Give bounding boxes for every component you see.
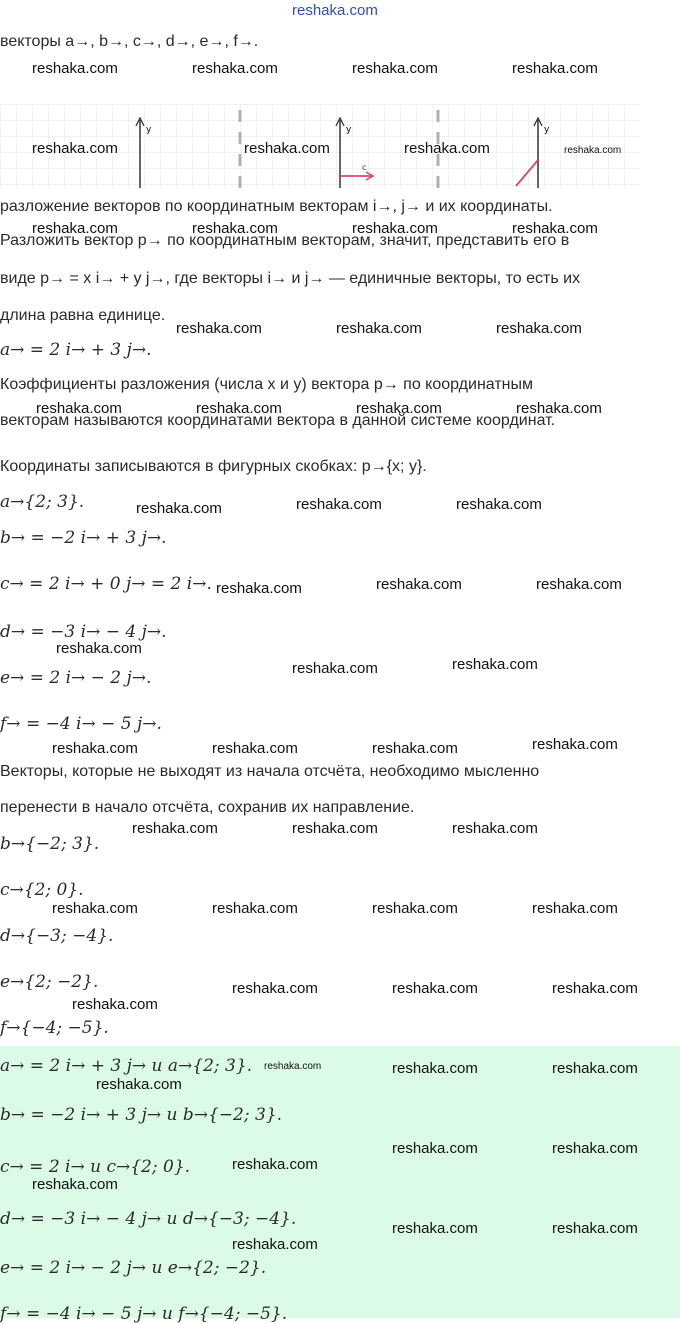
watermark: reshaka.com bbox=[372, 900, 458, 917]
watermark: reshaka.com bbox=[32, 140, 118, 157]
coord-b: b→{−2; 3}. bbox=[0, 834, 100, 854]
paragraph-line: Координаты записываются в фигурных скобках: p→{x; y}. bbox=[0, 458, 427, 475]
watermark: reshaka.com bbox=[72, 996, 158, 1013]
watermark: reshaka.com bbox=[32, 1176, 118, 1193]
watermark: reshaka.com bbox=[196, 400, 282, 417]
watermark: reshaka.com bbox=[392, 980, 478, 997]
watermark: reshaka.com bbox=[232, 1236, 318, 1253]
watermark: reshaka.com bbox=[552, 980, 638, 997]
coord-a: a→{2; 3}. bbox=[0, 492, 85, 512]
watermark: reshaka.com bbox=[232, 980, 318, 997]
watermark: reshaka.com bbox=[176, 320, 262, 337]
watermark: reshaka.com bbox=[552, 1220, 638, 1237]
answer-e: e→ = 2 i→ − 2 j→ и e→{2; −2}. bbox=[0, 1258, 267, 1278]
formula-c: c→ = 2 i→ + 0 j→ = 2 i→. bbox=[0, 574, 212, 594]
decomposition-heading: разложение векторов по координатным векторам i→, j→ и их координаты. bbox=[0, 198, 553, 215]
watermark: reshaka.com bbox=[212, 900, 298, 917]
paragraph-line: Векторы, которые не выходят из начала отсчёта, необходимо мысленно bbox=[0, 763, 540, 780]
watermark: reshaka.com bbox=[552, 1060, 638, 1077]
answer-a: a→ = 2 i→ + 3 j→ и a→{2; 3}. bbox=[0, 1056, 253, 1076]
formula-f: f→ = −4 i→ − 5 j→. bbox=[0, 714, 162, 734]
watermark: reshaka.com bbox=[192, 220, 278, 237]
watermark: reshaka.com bbox=[564, 145, 622, 156]
watermark: reshaka.com bbox=[264, 1061, 322, 1072]
watermark: reshaka.com bbox=[216, 580, 302, 597]
watermark: reshaka.com bbox=[536, 576, 622, 593]
y-axis-label: y bbox=[544, 125, 550, 135]
coord-c: c→{2; 0}. bbox=[0, 880, 84, 900]
watermark: reshaka.com bbox=[372, 740, 458, 757]
watermark: reshaka.com bbox=[516, 400, 602, 417]
watermark: reshaka.com bbox=[532, 900, 618, 917]
watermark: reshaka.com bbox=[356, 400, 442, 417]
site-header-link[interactable]: reshaka.com bbox=[292, 2, 378, 19]
coord-f: f→{−4; −5}. bbox=[0, 1018, 109, 1038]
watermark: reshaka.com bbox=[512, 60, 598, 77]
y-axis-label: y bbox=[346, 125, 352, 135]
watermark: reshaka.com bbox=[56, 640, 142, 657]
watermark: reshaka.com bbox=[392, 1060, 478, 1077]
watermark: reshaka.com bbox=[392, 1220, 478, 1237]
watermark: reshaka.com bbox=[452, 656, 538, 673]
watermark: reshaka.com bbox=[244, 140, 330, 157]
watermark: reshaka.com bbox=[32, 60, 118, 77]
paragraph-line: векторам называются координатами вектора в данной системе координат. bbox=[0, 412, 556, 429]
vector-c-label: c bbox=[362, 163, 367, 172]
watermark: reshaka.com bbox=[32, 220, 118, 237]
watermark: reshaka.com bbox=[452, 820, 538, 837]
formula-d: d→ = −3 i→ − 4 j→. bbox=[0, 622, 167, 642]
watermark: reshaka.com bbox=[292, 820, 378, 837]
watermark: reshaka.com bbox=[352, 220, 438, 237]
watermark: reshaka.com bbox=[52, 900, 138, 917]
formula-a: a→ = 2 i→ + 3 j→. bbox=[0, 340, 152, 360]
coord-d: d→{−3; −4}. bbox=[0, 926, 114, 946]
answer-f: f→ = −4 i→ − 5 j→ и f→{−4; −5}. bbox=[0, 1304, 288, 1324]
watermark: reshaka.com bbox=[552, 1140, 638, 1157]
paragraph-line: Разложить вектор p→ по координатным векторам, значит, представить его в bbox=[0, 232, 570, 249]
answer-d: d→ = −3 i→ − 4 j→ и d→{−3; −4}. bbox=[0, 1209, 297, 1229]
paragraph-line: длина равна единице. bbox=[0, 307, 166, 324]
watermark: reshaka.com bbox=[96, 1076, 182, 1093]
answer-c: c→ = 2 i→ и c→{2; 0}. bbox=[0, 1157, 191, 1177]
watermark: reshaka.com bbox=[376, 576, 462, 593]
vectors-intro: векторы a→, b→, c→, d→, e→, f→. bbox=[0, 33, 259, 50]
answer-b: b→ = −2 i→ + 3 j→ и b→{−2; 3}. bbox=[0, 1105, 283, 1125]
formula-e: e→ = 2 i→ − 2 j→. bbox=[0, 668, 152, 688]
watermark: reshaka.com bbox=[336, 320, 422, 337]
watermark: reshaka.com bbox=[232, 1156, 318, 1173]
watermark: reshaka.com bbox=[296, 496, 382, 513]
watermark: reshaka.com bbox=[352, 60, 438, 77]
coord-e: e→{2; −2}. bbox=[0, 972, 99, 992]
watermark: reshaka.com bbox=[404, 140, 490, 157]
watermark: reshaka.com bbox=[456, 496, 542, 513]
watermark: reshaka.com bbox=[36, 400, 122, 417]
watermark: reshaka.com bbox=[392, 1140, 478, 1157]
watermark: reshaka.com bbox=[52, 740, 138, 757]
watermark: reshaka.com bbox=[136, 500, 222, 517]
watermark: reshaka.com bbox=[512, 220, 598, 237]
watermark: reshaka.com bbox=[192, 60, 278, 77]
watermark: reshaka.com bbox=[292, 660, 378, 677]
watermark: reshaka.com bbox=[532, 736, 618, 753]
paragraph-line: перенести в начало отсчёта, сохранив их направление. bbox=[0, 799, 415, 816]
formula-b: b→ = −2 i→ + 3 j→. bbox=[0, 528, 167, 548]
paragraph-line: Коэффициенты разложения (числа x и y) вектора p→ по координатным bbox=[0, 376, 533, 393]
watermark: reshaka.com bbox=[496, 320, 582, 337]
paragraph-line: виде p→ = x i→ + y j→, где векторы i→ и j→ — единичные векторы, то есть их bbox=[0, 270, 581, 287]
watermark: reshaka.com bbox=[212, 740, 298, 757]
y-axis-label: y bbox=[146, 125, 152, 135]
watermark: reshaka.com bbox=[132, 820, 218, 837]
